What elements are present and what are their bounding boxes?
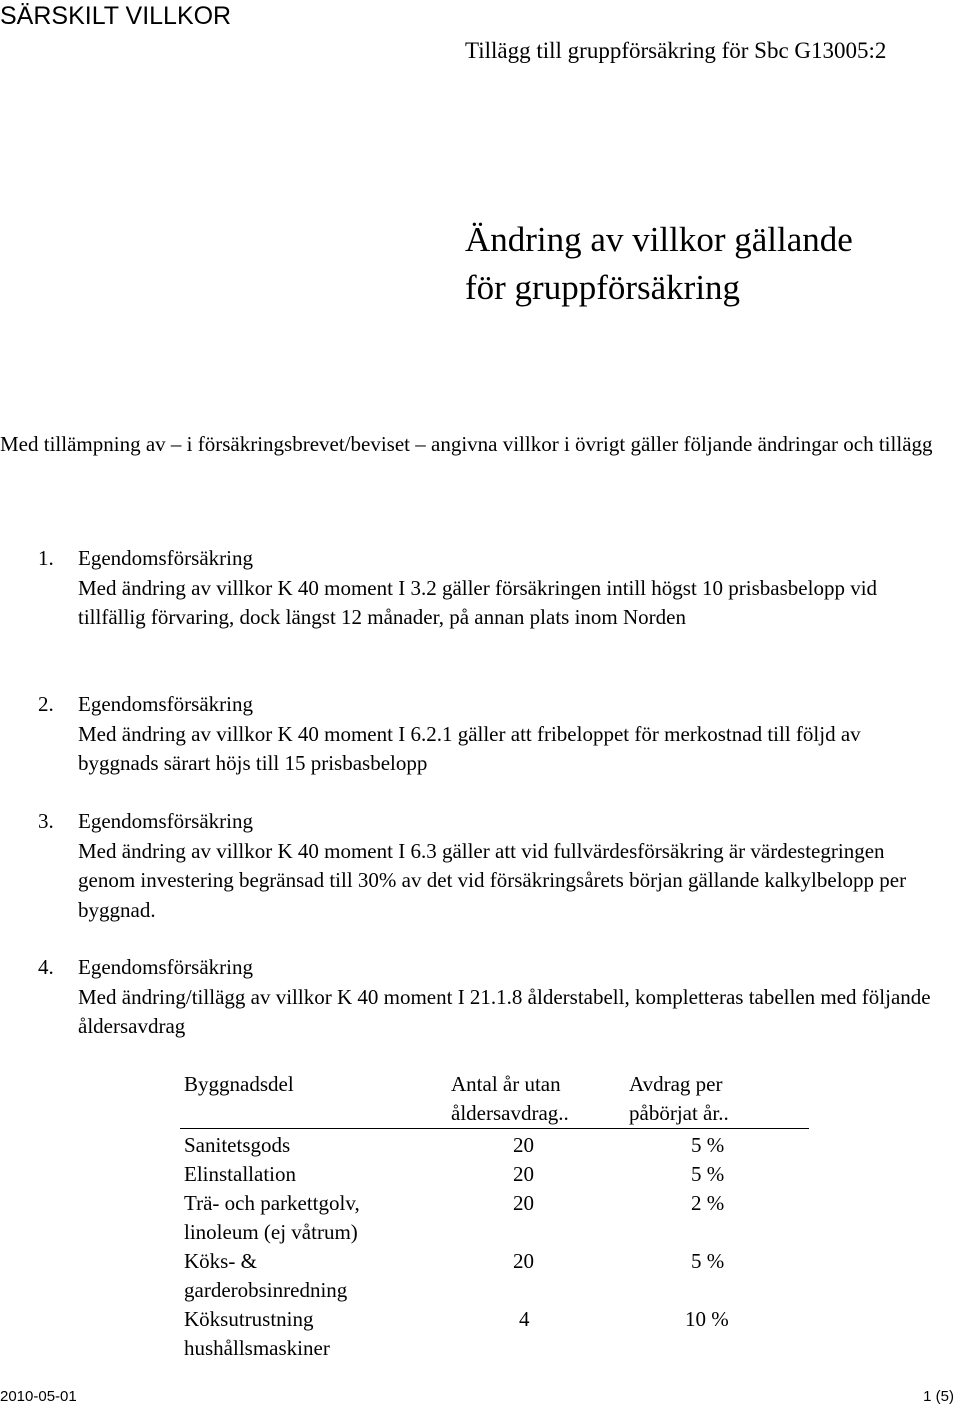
cell-deduction: 2 % [691,1191,725,1215]
list-item-heading: Egendomsförsäkring [78,809,253,833]
cell-years: 20 [513,1191,534,1215]
list-item-4 [0,953,945,1042]
cell-years: 20 [513,1162,534,1186]
table-header-row [180,1070,809,1129]
table-row [180,1247,809,1305]
column-header-deduction: Avdrag per påbörjat år.. [629,1070,809,1129]
list-item-text: Med ändring/tillägg av villkor K 40 moment I 21.1.8 ålderstabell, kompletteras tabellen med följande åldersavdrag [78,984,931,1038]
column-header-years: Antal år utan åldersavdrag.. [451,1070,629,1129]
list-item-heading: Egendomsförsäkring [78,546,253,570]
list-item-number: 2. [38,692,54,716]
main-title [465,216,853,312]
cell-deduction: 5 % [691,1249,725,1273]
main-title-line-2: för gruppförsäkring [465,268,741,307]
footer-date: 2010-05-01 [0,1388,77,1405]
cell-deduction: 10 % [685,1307,729,1331]
list-item-1 [0,544,945,633]
list-item-3 [0,807,945,925]
main-title-line-1: Ändring av villkor gällande [465,220,853,259]
age-deduction-table [180,1070,809,1363]
table-row [180,1129,809,1161]
list-item-2 [0,690,945,779]
list-item-text: Med ändring av villkor K 40 moment I 6.2.1 gäller att fribeloppet för merkostnad till följd av byggnads särart höjs till 15 prisbasbelopp [78,721,861,775]
list-item-number: 1. [38,546,54,570]
document-header-title: SÄRSKILT VILLKOR [0,2,232,30]
list-item-heading: Egendomsförsäkring [78,692,253,716]
footer-page-number: 1 (5) [923,1388,954,1405]
cell-years: 20 [513,1249,534,1273]
cell-part: Elinstallation [184,1162,296,1186]
column-header-part: Byggnadsdel [180,1070,451,1129]
table-row [180,1160,809,1189]
table-row [180,1189,809,1247]
list-item-text: Med ändring av villkor K 40 moment I 3.2 gäller försäkringen intill högst 10 prisbasbelopp vid tillfällig förvaring, dock längst 12 månader, på annan plats inom Norden [78,575,878,629]
list-item-number: 3. [38,809,54,833]
cell-part: Köksutrustning hushållsmaskiner [184,1307,330,1360]
cell-years: 4 [519,1307,530,1331]
cell-deduction: 5 % [691,1162,725,1186]
intro-paragraph: Med tillämpning av – i försäkringsbrevet/beviset – angivna villkor i övrigt gäller följande ändringar och tillägg [0,432,933,456]
document-subtitle: Tillägg till gruppförsäkring för Sbc G13005:2 [465,38,887,63]
cell-part: Sanitetsgods [184,1133,291,1157]
cell-part: Köks- & garderobsinredning [184,1249,348,1302]
list-item-text: Med ändring av villkor K 40 moment I 6.3 gäller att vid fullvärdesförsäkring är värdestegringen genom investering begränsad till 30% av det vid försäkringsårets början gällande kalkylbelopp per byggnad. [78,838,907,922]
list-item-heading: Egendomsförsäkring [78,955,253,979]
cell-years: 20 [513,1133,534,1157]
cell-part: Trä- och parkettgolv, linoleum (ej våtrum) [184,1191,360,1244]
cell-deduction: 5 % [691,1133,725,1157]
table-row [180,1305,809,1363]
list-item-number: 4. [38,955,54,979]
